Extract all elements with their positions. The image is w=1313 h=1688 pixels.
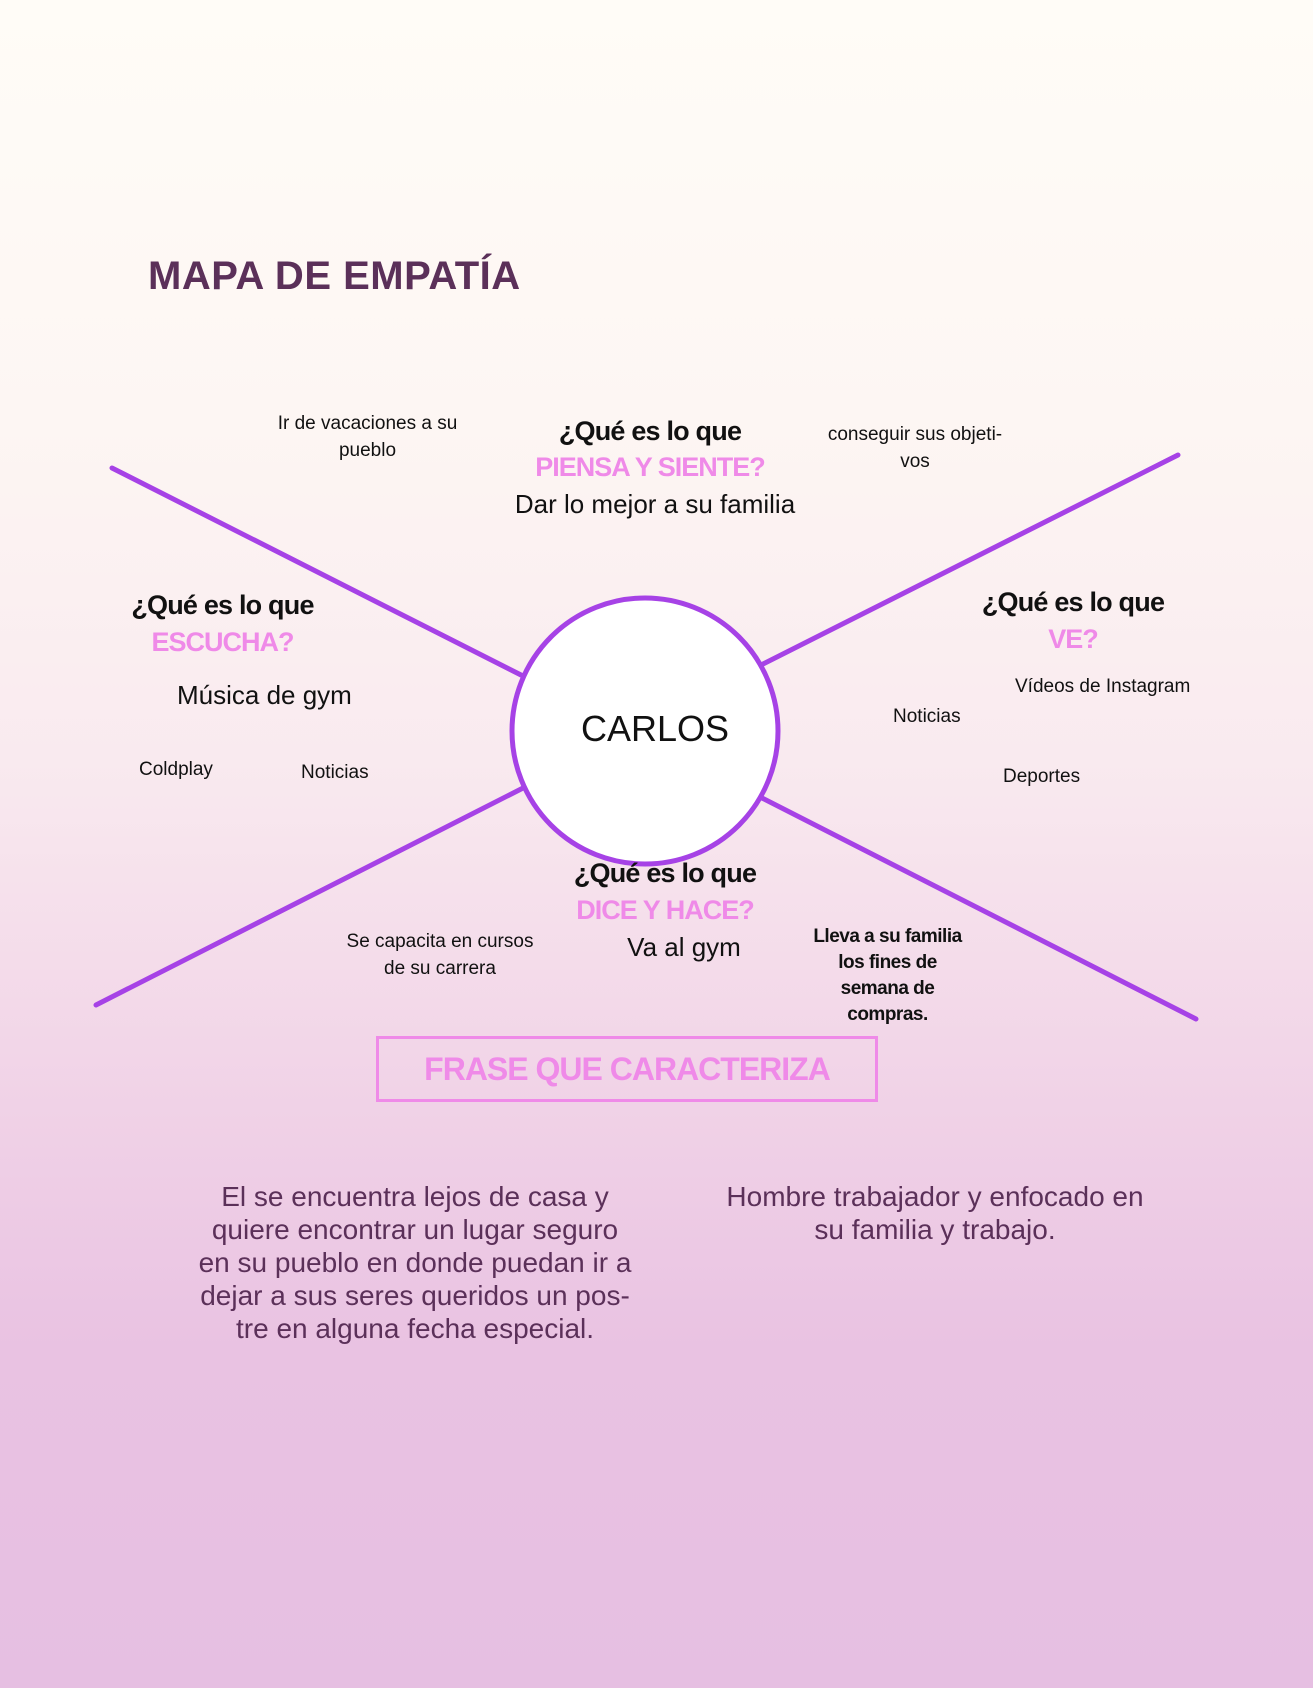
- escucha-question: ¿Qué es lo que: [131, 590, 314, 620]
- dice-note-right-line: los fines de: [838, 952, 937, 973]
- ve-note: Vídeos de Instagram: [1015, 676, 1191, 697]
- escucha-main-text: Música de gym: [177, 680, 352, 710]
- frase-left-line: El se encuentra lejos de casa y: [221, 1181, 609, 1212]
- page-title: MAPA DE EMPATÍA: [148, 254, 521, 298]
- piensa-question: ¿Qué es lo que: [558, 416, 742, 446]
- piensa-note-right-line: vos: [900, 451, 930, 472]
- escucha-category: ESCUCHA?: [151, 627, 294, 657]
- dice-main-text: Va al gym: [627, 932, 741, 962]
- frase-box: [376, 1036, 878, 1102]
- dice-note-left-line: de su carrera: [384, 958, 496, 979]
- frase-left-line: dejar a sus seres queridos un pos-: [200, 1280, 630, 1311]
- frase-left-paragraph: [160, 1180, 670, 1345]
- piensa-main-text: Dar lo mejor a su familia: [514, 489, 796, 519]
- ve-note: Noticias: [893, 706, 961, 727]
- center-persona-name: CARLOS: [580, 708, 730, 749]
- dice-question: ¿Qué es lo que: [573, 858, 757, 888]
- escucha-note: Coldplay: [139, 759, 213, 780]
- piensa-note-left-line: Ir de vacaciones a su: [277, 413, 458, 434]
- ve-category: VE?: [1048, 624, 1098, 654]
- piensa-note-right-line: conseguir sus objeti-: [827, 424, 1003, 445]
- frase-right-paragraph: [680, 1180, 1190, 1246]
- frase-left-line: quiere encontrar un lugar seguro: [211, 1214, 619, 1245]
- frase-label: FRASE QUE CARACTERIZA: [424, 1050, 830, 1087]
- piensa-note-left-line: pueblo: [338, 440, 397, 461]
- frase-right-line: Hombre trabajador y enfocado en: [726, 1181, 1144, 1212]
- piensa-category: PIENSA Y SIENTE?: [535, 452, 765, 482]
- dice-note-right-line: Lleva a su familia: [813, 926, 962, 947]
- escucha-note: Noticias: [301, 762, 369, 783]
- dice-category: DICE Y HACE?: [576, 895, 754, 925]
- frase-left-line: en su pueblo en donde puedan ir a: [198, 1247, 632, 1278]
- dice-note-right-line: compras.: [847, 1004, 928, 1025]
- piensa-note-left: [255, 410, 480, 464]
- piensa-note-right: [800, 421, 1030, 475]
- ve-note: Deportes: [1003, 766, 1081, 787]
- dice-note-right: [790, 924, 985, 1028]
- frase-left-line: tre en alguna fecha especial.: [235, 1313, 595, 1344]
- dice-note-left: [330, 928, 550, 982]
- dice-note-left-line: Se capacita en cursos: [346, 931, 534, 952]
- ve-question: ¿Qué es lo que: [981, 587, 1165, 617]
- frase-right-line: su familia y trabajo.: [814, 1214, 1056, 1245]
- dice-note-right-line: semana de: [840, 978, 935, 999]
